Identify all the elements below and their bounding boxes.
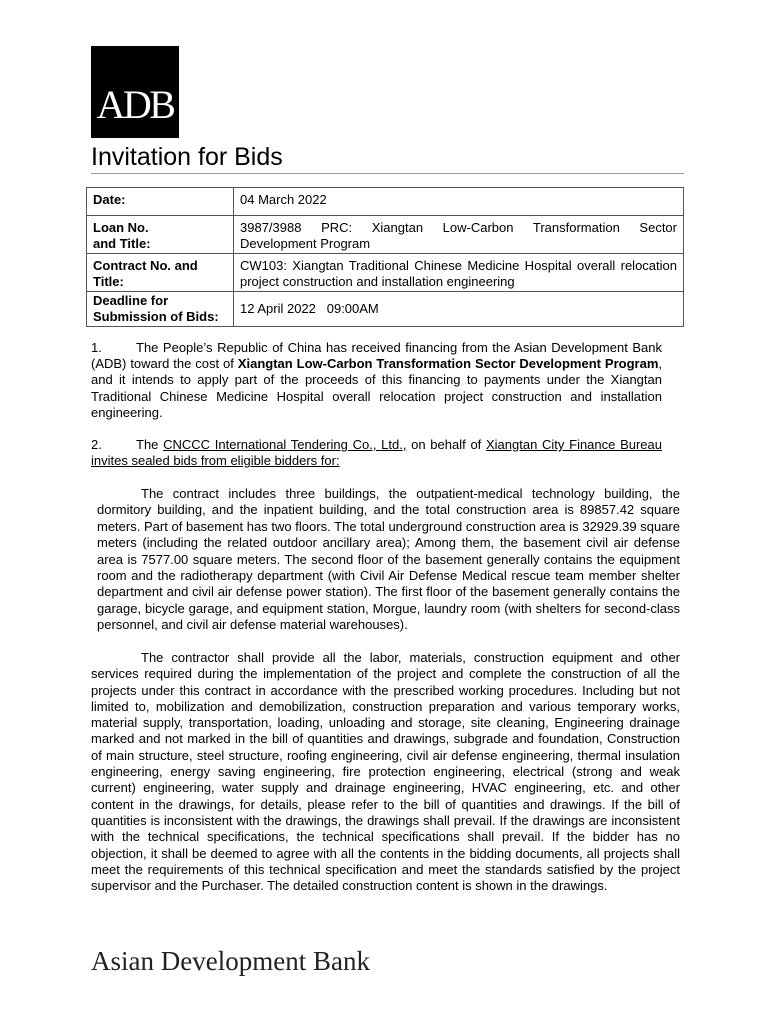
row-value-deadline: 12 April 2022 09:00AM xyxy=(234,292,684,327)
table-row xyxy=(87,216,684,254)
paragraph-text: The xyxy=(136,437,164,452)
purchaser-name: Xiangtan City Finance Bureau invites sealed bids from eligible bidders for: xyxy=(91,437,662,469)
row-value-contract: CW103: Xiangtan Traditional Chinese Medicine Hospital overall relocation project construction and installation engineering xyxy=(234,254,684,292)
adb-logo-text: ADB xyxy=(96,82,174,127)
table-row xyxy=(87,188,684,216)
program-name: Xiangtan Low-Carbon Transformation Sector Development Program xyxy=(237,356,659,372)
row-label-deadline: Deadline for Submission of Bids: xyxy=(87,292,234,327)
bid-info-table xyxy=(86,187,684,327)
paragraph-text: on behalf of xyxy=(406,437,486,452)
row-label-date: Date: xyxy=(87,188,234,216)
row-label-contract: Contract No. and Title: xyxy=(87,254,234,292)
paragraph-contractor xyxy=(91,650,680,894)
agent-name: CNCCC International Tendering Co., Ltd., xyxy=(163,437,407,452)
page-title: Invitation for Bids xyxy=(91,142,684,174)
paragraph-number: 1. xyxy=(91,340,102,355)
paragraph-1 xyxy=(91,340,662,421)
paragraph-text: The People’s Republic of China has received financing from the Asian Development Bank (ADB) toward the cost of xyxy=(91,340,662,372)
row-label-loan: Loan No. and Title: xyxy=(87,216,234,254)
paragraph-number: 2. xyxy=(91,437,102,452)
paragraph-scope xyxy=(97,486,680,634)
paragraph-2 xyxy=(91,437,662,469)
table-row xyxy=(87,254,684,292)
row-value-date: 04 March 2022 xyxy=(234,188,684,216)
table-row xyxy=(87,292,684,327)
paragraph-text: , and it intends to apply part of the proceeds of this financing to payments under the Xiangtan Traditional Chinese Medicine Hospital overall relocation project construction and installation engineering. xyxy=(91,356,662,420)
row-value-loan: 3987/3988 PRC: Xiangtan Low-Carbon Transformation Sector Development Program xyxy=(234,216,684,254)
paragraph-text: The contract includes three buildings, the outpatient-medical technology building, the dormitory building, and the inpatient building, and the total construction area is 89857.42 square meters. Part of basement has two floors. The total underground construction area is 32929.39 square meters (including the related outdoor ancillary area); Among them, the basement civil air defense area is 7577.00 square meters. The second floor of the basement generally contains the equipment room and the radiotherapy department (with Civil Air Defense Medical rescue team member shelter department and civil air defense power station). The first floor of the basement generally contains the garage, bicycle garage, and equipment station, Morgue, laundry room (with shelters for second-class personnel, and civil air defense material warehouses). xyxy=(97,486,680,633)
footer-bank-name: Asian Development Bank xyxy=(91,946,370,976)
paragraph-text: The contractor shall provide all the labor, materials, construction equipment and other services required during the implementation of the project and complete the construction of all the projects under this contract in accordance with the prescribed working procedures. Including but not limited to, mobilization and demobilization, construction preparation and various temporary works, material supply, transportation, loading, unloading and storage, site cleaning, Engineering drainage marked and not marked in the bill of quantities and drawings, subgrade and foundation, Construction of main structure, steel structure, roofing engineering, civil air defense engineering, thermal insulation engineering, energy saving engineering, fire protection engineering, electrical (strong and weak current) engineering, water supply and drainage engineering, HVAC engineering, etc. and other content in the drawings, for details, please refer to the bill of quantities and drawings. If the bill of quantities is inconsistent with the drawings, the drawings shall prevail. If the drawings are inconsistent with the technical specifications, the technical specifications shall prevail. If the bidder has no objection, it shall be deemed to agree with all the contents in the bidding documents, all projects shall meet the requirements of this technical specification and meet the standards satisfied by the project supervisor and the Purchaser. The detailed construction content is shown in the drawings. xyxy=(91,650,680,894)
adb-logo xyxy=(91,46,179,138)
